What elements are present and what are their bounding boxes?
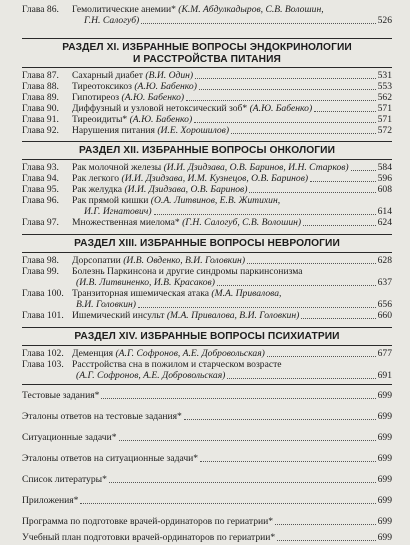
chapter-number: Глава 86. — [22, 4, 59, 15]
toc-entry: Глава 89. Гипотиреоз (А.Ю. Бабенко) 562 — [22, 92, 392, 103]
toc-entry: Глава 98. Дорсопатии (И.В. Овденко, В.И. Головкин) 628 — [22, 255, 392, 266]
section-rule — [22, 141, 392, 142]
toc-entry: Глава 87. Сахарный диабет (В.И. Один) 531 — [22, 70, 392, 81]
section-rule — [22, 159, 392, 160]
toc-entry: Глава 96. Рак прямой кишки (О.А. Литвинов, Е.В. Житихин, И.Г. Игнатович) 614 — [22, 195, 392, 217]
section-xi-title: РАЗДЕЛ XI. ИЗБРАННЫЕ ВОПРОСЫ ЭНДОКРИНОЛОГИИ И РАССТРОЙСТВА ПИТАНИЯ — [62, 42, 352, 65]
toc-appendix-row: Учебный план подготовки врачей-ординаторов по гериатрии* 699 — [22, 532, 392, 543]
section-rule — [22, 67, 392, 68]
toc-entry-ch86 — [22, 4, 392, 26]
toc-appendix-row: Эталоны ответов на тестовые задания* 699 — [22, 411, 392, 422]
section-rule — [22, 384, 392, 385]
toc-entry: Глава 99. Болезнь Паркинсона и другие синдромы паркинсонизма (И.В. Литвиненко, И.В. Красаков) 637 — [22, 266, 392, 288]
toc-entry: Глава 94. Рак легкого (И.И. Дзидзава, И.М. Кузнецов, О.В. Баринов) 596 — [22, 173, 392, 184]
toc-entry: Глава 95. Рак желудка (И.И. Дзидзава, О.В. Баринов) 608 — [22, 184, 392, 195]
section-rule — [22, 327, 392, 328]
toc-appendix-row: Эталоны ответов на ситуационные задачи* 699 — [22, 453, 392, 464]
toc-entry: Глава 91. Тиреоидиты* (А.Ю. Бабенко) 571 — [22, 114, 392, 125]
toc-entry: Глава 100. Транзиторная ишемическая атака (М.А. Привалова, В.И. Головкин) 656 — [22, 288, 392, 310]
section-xiii-title: РАЗДЕЛ XIII. ИЗБРАННЫЕ ВОПРОСЫ НЕВРОЛОГИИ — [74, 238, 340, 249]
section-xii-title: РАЗДЕЛ XII. ИЗБРАННЫЕ ВОПРОСЫ ОНКОЛОГИИ — [78, 145, 336, 156]
toc-entry: Глава 101. Ишемический инсульт (М.А. Привалова, В.И. Головкин) 660 — [22, 310, 392, 321]
toc-appendix-row: Тестовые задания* 699 — [22, 390, 392, 401]
chapter-authors: (К.М. Абдулкадыров, С.В. Волошин, — [178, 4, 324, 15]
toc-appendix-row: Программа по подготовке врачей-ординаторов по гериатрии* 699 — [22, 516, 392, 527]
toc-entry: Глава 97. Множественная миелома* (Г.Н. Салогуб, С.В. Волошин) 624 — [22, 217, 392, 228]
toc-entry: Глава 90. Диффузный и узловой нетоксический зоб* (А.Ю. Бабенко) 571 — [22, 103, 392, 114]
section-rule — [22, 234, 392, 235]
chapter-authors-cont: Г.Н. Салогуб) — [84, 15, 140, 26]
toc-entry: Глава 93. Рак молочной железы (И.И. Дзидзава, О.В. Баринов, И.Н. Старков) 584 — [22, 162, 392, 173]
toc-entry: Глава 92. Нарушения питания (И.Е. Хорошилов) 572 — [22, 125, 392, 136]
section-rule — [22, 38, 392, 39]
toc-appendix-row: Ситуационные задачи* 699 — [22, 432, 392, 443]
chapter-title: Гемолитические анемии* — [72, 4, 176, 15]
toc-appendix-row: Список литературы* 699 — [22, 474, 392, 485]
section-rule — [22, 252, 392, 253]
page-number: 526 — [377, 15, 392, 26]
toc-entry: Глава 88. Тиреотоксикоз (А.Ю. Бабенко) 553 — [22, 81, 392, 92]
section-xiv-title: РАЗДЕЛ XIV. ИЗБРАННЫЕ ВОПРОСЫ ПСИХИАТРИИ — [74, 331, 340, 342]
section-rule — [22, 345, 392, 346]
toc-entry: Глава 103. Расстройства сна в пожилом и старческом возрасте (А.Г. Софронов, А.Е. Добровольская) 691 — [22, 359, 392, 381]
toc-appendix-row: Приложения* 699 — [22, 495, 392, 506]
toc-entry: Глава 102. Деменция (А.Г. Софронов, А.Е. Добровольская) 677 — [22, 348, 392, 359]
